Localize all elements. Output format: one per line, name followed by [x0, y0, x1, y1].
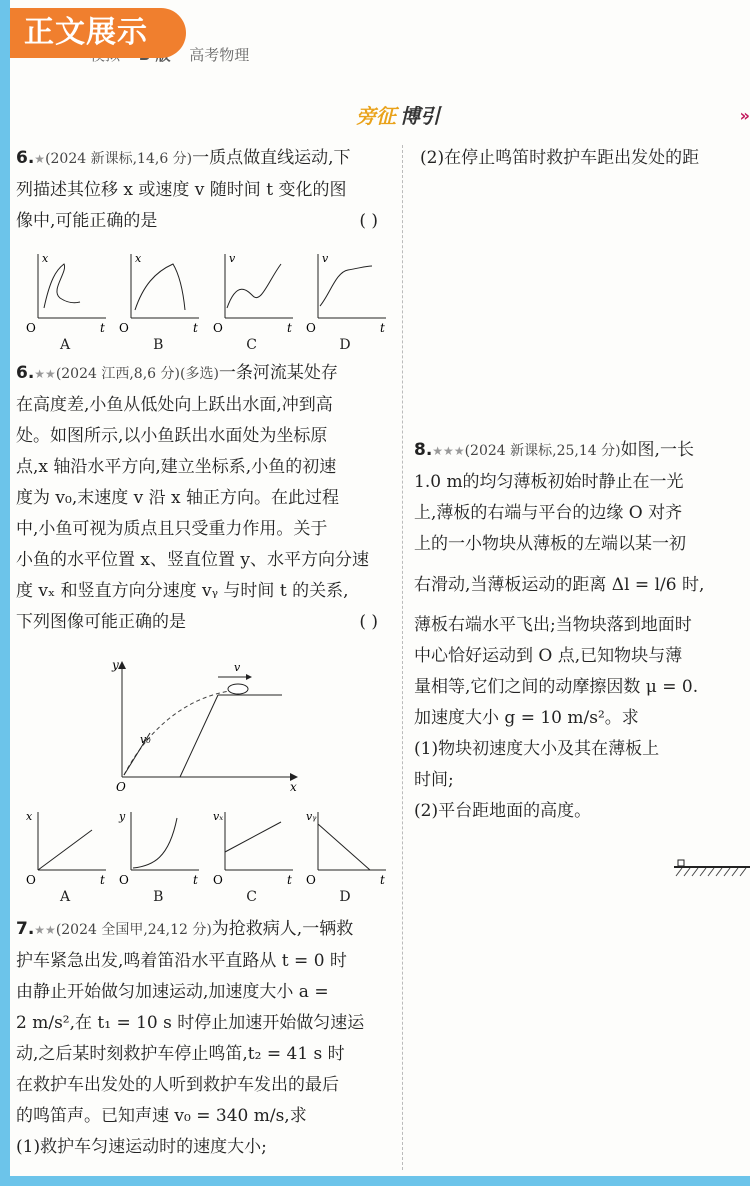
q6-graph-a	[20, 250, 110, 336]
q6-option-a	[20, 250, 110, 354]
q8-number: 7.	[16, 919, 35, 939]
q7-graph-c	[207, 808, 297, 888]
q7-graph-b	[113, 808, 203, 888]
svg-text:O: O	[26, 873, 36, 887]
q7-label-b: B	[153, 889, 164, 905]
q7-options	[20, 808, 390, 906]
q9-line: 加速度大小 g = 10 m/s²。求	[414, 708, 639, 728]
q6-option-c	[207, 250, 297, 354]
q7-number: 6.	[16, 363, 35, 383]
q8-source: (2024 全国甲,24,12 分)	[55, 922, 212, 938]
q6-graph-d	[300, 250, 390, 336]
q7-line: 点,x 轴沿水平方向,建立坐标系,小鱼的初速	[16, 457, 337, 477]
svg-text:y: y	[112, 658, 119, 672]
q6-options	[20, 250, 390, 354]
question-7	[16, 358, 388, 638]
svg-text:t: t	[193, 321, 199, 335]
svg-text:v: v	[321, 252, 329, 265]
q7-option-b	[113, 808, 203, 906]
banner-part2: 博引	[400, 104, 440, 128]
svg-text:x: x	[42, 252, 49, 265]
star-icon: ★★★	[432, 444, 465, 458]
answer-paren: ( )	[359, 612, 378, 632]
column-divider	[402, 145, 403, 1170]
q8-continued	[420, 143, 750, 174]
q9-line: 量相等,它们之间的动摩擦因数 μ = 0.	[414, 677, 699, 697]
svg-text:t: t	[379, 873, 385, 887]
svg-text:t: t	[286, 321, 292, 335]
svg-text:t: t	[193, 873, 199, 887]
q7-option-d	[300, 808, 390, 906]
svg-text:x: x	[26, 810, 33, 823]
q7-line: 度 vₓ 和竖直方向分速度 vᵧ 与时间 t 的关系,	[16, 581, 349, 601]
star-icon: ★	[34, 152, 46, 166]
star-icon: ★★	[34, 923, 56, 937]
q6-graph-b	[113, 250, 203, 336]
svg-text:x: x	[135, 252, 142, 265]
q8-line: 在救护车出发处的人听到救护车发出的最后	[16, 1075, 339, 1095]
arrows-icon: »	[739, 106, 750, 125]
svg-text:vₓ: vₓ	[212, 810, 223, 823]
q9-line: 1.0 m的均匀薄板初始时静止在一光	[414, 472, 684, 492]
banner-part1: 旁征	[356, 104, 396, 128]
q6-label-c: C	[246, 337, 258, 353]
section-banner	[356, 100, 440, 129]
page	[10, 0, 750, 1176]
q9-source: (2024 新课标,25,14 分)	[464, 443, 621, 459]
q7-graph-a	[20, 808, 110, 888]
q8-line: 由静止开始做匀加速运动,加速度大小 a =	[16, 982, 329, 1002]
q6-option-b	[113, 250, 203, 354]
q7-line: 小鱼的水平位置 x、竖直位置 y、水平方向分速	[16, 550, 369, 570]
svg-text:vᵧ: vᵧ	[305, 810, 317, 823]
q6-line: 列描述其位移 x 或速度 v 随时间 t 变化的图	[16, 180, 347, 200]
q7-line: 中,小鱼可视为质点且只受重力作用。关于	[16, 519, 328, 539]
svg-text:t: t	[379, 321, 385, 335]
svg-text:y: y	[119, 810, 126, 823]
q8-cont-line: (2)在停止鸣笛时救护车距出发处的距	[420, 148, 700, 168]
q7-line: 处。如图所示,以小鱼跃出水面处为坐标原	[16, 426, 328, 446]
q6-label-d: D	[339, 337, 351, 353]
question-9	[414, 435, 750, 827]
svg-text:v: v	[234, 661, 241, 674]
q9-line: (1)物块初速度大小及其在薄板上	[414, 739, 660, 759]
q7-graph-d	[300, 808, 390, 888]
q9-line: 中心恰好运动到 O 点,已知物块与薄	[414, 646, 683, 666]
svg-text:t: t	[286, 873, 292, 887]
svg-text:O: O	[26, 321, 36, 335]
q6-label-b: B	[153, 337, 164, 353]
q9-line: 上,薄板的右端与平台的边缘 O 对齐	[414, 503, 683, 523]
q7-option-c	[207, 808, 297, 906]
q8-line: 2 m/s²,在 t₁ = 10 s 时停止加速开始做匀速运	[16, 1013, 365, 1033]
svg-text:x: x	[290, 780, 297, 794]
svg-text:t: t	[100, 873, 105, 887]
svg-text:O: O	[305, 873, 316, 887]
q9-line: 上的一小物块从薄板的左端以某一初	[414, 534, 686, 554]
q7-line: 度为 v₀,末速度 v 沿 x 轴正方向。在此过程	[16, 488, 340, 508]
q7-line: 一条河流某处存	[218, 363, 338, 383]
q7-fish-diagram	[110, 655, 310, 795]
q9-line: 时间;	[414, 770, 454, 790]
q7-line: 下列图像可能正确的是	[16, 612, 186, 632]
question-8	[16, 914, 388, 1163]
svg-text:O: O	[212, 321, 223, 335]
q6-option-d	[300, 250, 390, 354]
q7-label-c: C	[246, 889, 258, 905]
q6-line: 像中,可能正确的是	[16, 211, 158, 231]
q9-line: 薄板右端水平飞出;当物块落到地面时	[414, 615, 692, 635]
q8-line: (1)救护车匀速运动时的速度大小;	[16, 1137, 267, 1157]
svg-text:O: O	[119, 321, 130, 335]
badge-label: 正文展示	[10, 8, 186, 58]
q9-number: 8.	[414, 440, 433, 460]
svg-text:O: O	[119, 873, 130, 887]
answer-paren: ( )	[359, 211, 378, 231]
q6-label-a: A	[59, 337, 71, 353]
svg-text:t: t	[100, 321, 105, 335]
q8-line: 为抢救病人,一辆救	[211, 919, 354, 939]
svg-text:O: O	[212, 873, 223, 887]
svg-text:O: O	[116, 780, 126, 794]
q6-graph-c	[207, 250, 297, 336]
q9-line: (2)平台距地面的高度。	[414, 801, 592, 821]
q9-line: 如图,一长	[620, 440, 694, 460]
star-icon: ★★	[34, 367, 56, 381]
svg-text:O: O	[305, 321, 316, 335]
q7-source: (2024 江西,8,6 分)(多选)	[55, 366, 219, 382]
q8-line: 动,之后某时刻救护车停止鸣笛,t₂ = 41 s 时	[16, 1044, 345, 1064]
q7-line: 在高度差,小鱼从低处向上跃出水面,冲到高	[16, 395, 333, 415]
subject-label: 高考物理	[189, 46, 250, 64]
q9-line: 右滑动,当薄板运动的距离 Δl = l/6 时,	[414, 575, 705, 595]
q7-label-d: D	[339, 889, 351, 905]
platform-diagram	[674, 856, 750, 878]
q6-source: (2024 新课标,14,6 分)	[45, 151, 193, 167]
q8-line: 的鸣笛声。已知声速 v₀ = 340 m/s,求	[16, 1106, 307, 1126]
q6-number: 6.	[16, 148, 35, 168]
svg-text:v₀: v₀	[140, 733, 151, 746]
q6-line: 一质点做直线运动,下	[192, 148, 351, 168]
q7-option-a	[20, 808, 110, 906]
svg-text:v: v	[228, 252, 235, 265]
q7-label-a: A	[59, 889, 71, 905]
q8-line: 护车紧急出发,鸣着笛沿水平直路从 t = 0 时	[16, 951, 347, 971]
question-6	[16, 143, 388, 237]
